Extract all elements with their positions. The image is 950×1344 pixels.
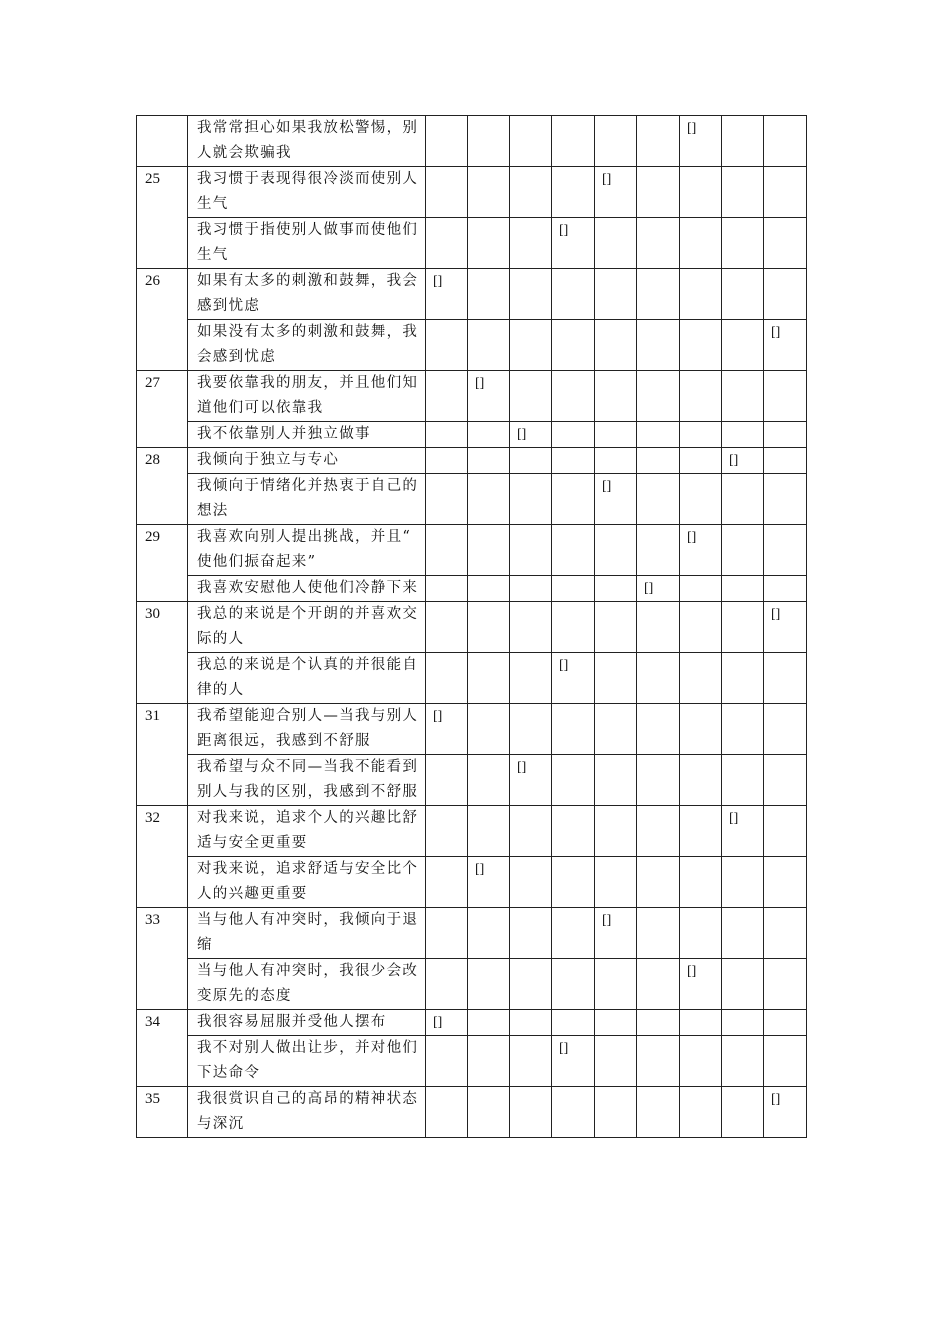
choice-cell-7[interactable] — [680, 371, 722, 422]
checkbox-mark[interactable]: [] — [517, 427, 527, 442]
table-row — [137, 525, 807, 576]
choice-cell-8[interactable] — [722, 576, 764, 602]
checkbox-mark[interactable]: [] — [475, 862, 485, 877]
choice-cell-9[interactable] — [764, 857, 807, 908]
choice-cell-5[interactable] — [595, 857, 637, 908]
checkbox-mark[interactable]: [] — [729, 811, 739, 826]
choice-cell-6[interactable] — [637, 755, 680, 806]
choice-cell-7[interactable] — [680, 167, 722, 218]
question-number: 33 — [137, 908, 188, 1010]
table-row — [137, 218, 807, 269]
choice-cell-2[interactable] — [468, 525, 510, 576]
choice-cell-6[interactable] — [637, 704, 680, 755]
choice-cell-3[interactable] — [510, 1036, 552, 1087]
choice-cell-9[interactable] — [764, 422, 807, 448]
choice-cell-5[interactable] — [595, 959, 637, 1010]
choice-cell-2[interactable] — [468, 448, 510, 474]
choice-cell-5[interactable] — [595, 1036, 637, 1087]
choice-cell-2[interactable] — [468, 653, 510, 704]
table-row — [137, 116, 807, 167]
choice-cell-9[interactable] — [764, 1010, 807, 1036]
table-row — [137, 167, 807, 218]
choice-cell-4[interactable] — [552, 269, 595, 320]
statement-text: 我总的来说是个开朗的并喜欢交际的人 — [188, 602, 426, 653]
choice-cell-1[interactable] — [426, 167, 468, 218]
question-number: 26 — [137, 269, 188, 371]
choice-cell-6[interactable] — [637, 422, 680, 448]
choice-cell-1[interactable] — [426, 959, 468, 1010]
table-row — [137, 959, 807, 1010]
choice-cell-7[interactable] — [680, 422, 722, 448]
choice-cell-2[interactable] — [468, 908, 510, 959]
choice-cell-8[interactable] — [722, 525, 764, 576]
choice-cell-9-marked[interactable] — [764, 602, 807, 653]
statement-text: 我习惯于指使别人做事而使他们生气 — [188, 218, 426, 269]
choice-cell-3[interactable] — [510, 704, 552, 755]
statement-text: 我倾向于情绪化并热衷于自己的想法 — [188, 474, 426, 525]
statement-text: 如果没有太多的刺激和鼓舞，我会感到忧虑 — [188, 320, 426, 371]
choice-cell-3-marked[interactable] — [510, 755, 552, 806]
choice-cell-2[interactable] — [468, 1010, 510, 1036]
choice-cell-5[interactable] — [595, 371, 637, 422]
choice-cell-3-marked[interactable] — [510, 422, 552, 448]
choice-cell-6[interactable] — [637, 474, 680, 525]
choice-cell-4[interactable] — [552, 576, 595, 602]
choice-cell-1[interactable] — [426, 576, 468, 602]
choice-cell-9[interactable] — [764, 167, 807, 218]
choice-cell-8[interactable] — [722, 857, 764, 908]
table-row — [137, 602, 807, 653]
choice-cell-1[interactable] — [426, 602, 468, 653]
choice-cell-1-marked[interactable] — [426, 704, 468, 755]
statement-text: 我很容易屈服并受他人摆布 — [188, 1010, 426, 1036]
choice-cell-5[interactable] — [595, 755, 637, 806]
table-row — [137, 857, 807, 908]
table-row — [137, 320, 807, 371]
checkbox-mark[interactable]: [] — [602, 913, 612, 928]
choice-cell-6[interactable] — [637, 959, 680, 1010]
choice-cell-7[interactable] — [680, 908, 722, 959]
choice-cell-7[interactable] — [680, 1010, 722, 1036]
choice-cell-4[interactable] — [552, 806, 595, 857]
choice-cell-9-marked[interactable] — [764, 1087, 807, 1138]
choice-cell-5[interactable] — [595, 653, 637, 704]
question-number: 31 — [137, 704, 188, 806]
choice-cell-7[interactable] — [680, 269, 722, 320]
question-number: 28 — [137, 448, 188, 525]
choice-cell-3[interactable] — [510, 908, 552, 959]
choice-cell-5[interactable] — [595, 269, 637, 320]
table-row — [137, 576, 807, 602]
choice-cell-8[interactable] — [722, 755, 764, 806]
choice-cell-1[interactable] — [426, 857, 468, 908]
choice-cell-4[interactable] — [552, 448, 595, 474]
choice-cell-1[interactable] — [426, 320, 468, 371]
choice-cell-9[interactable] — [764, 755, 807, 806]
choice-cell-3[interactable] — [510, 474, 552, 525]
choice-cell-2[interactable] — [468, 602, 510, 653]
choice-cell-4[interactable] — [552, 474, 595, 525]
choice-cell-6[interactable] — [637, 857, 680, 908]
choice-cell-8[interactable] — [722, 167, 764, 218]
choice-cell-2[interactable] — [468, 320, 510, 371]
choice-cell-2[interactable] — [468, 422, 510, 448]
choice-cell-5-marked[interactable] — [595, 167, 637, 218]
choice-cell-3[interactable] — [510, 1087, 552, 1138]
table-row — [137, 704, 807, 755]
questionnaire-table — [136, 115, 807, 1138]
choice-cell-2[interactable] — [468, 269, 510, 320]
question-number: 35 — [137, 1087, 188, 1138]
choice-cell-6[interactable] — [637, 167, 680, 218]
choice-cell-6[interactable] — [637, 1010, 680, 1036]
choice-cell-9-marked[interactable] — [764, 320, 807, 371]
choice-cell-1-marked[interactable] — [426, 269, 468, 320]
choice-cell-5[interactable] — [595, 525, 637, 576]
choice-cell-3[interactable] — [510, 857, 552, 908]
choice-cell-4[interactable] — [552, 371, 595, 422]
statement-text: 当与他人有冲突时，我很少会改变原先的态度 — [188, 959, 426, 1010]
choice-cell-9[interactable] — [764, 576, 807, 602]
choice-cell-2[interactable] — [468, 116, 510, 167]
choice-cell-1[interactable] — [426, 1087, 468, 1138]
choice-cell-3[interactable] — [510, 602, 552, 653]
checkbox-mark[interactable]: [] — [771, 607, 781, 622]
choice-cell-3[interactable] — [510, 525, 552, 576]
choice-cell-4[interactable] — [552, 755, 595, 806]
checkbox-mark[interactable]: [] — [771, 1092, 781, 1107]
choice-cell-5[interactable] — [595, 422, 637, 448]
choice-cell-5[interactable] — [595, 806, 637, 857]
choice-cell-8[interactable] — [722, 422, 764, 448]
choice-cell-9[interactable] — [764, 448, 807, 474]
choice-cell-5-marked[interactable] — [595, 908, 637, 959]
choice-cell-7[interactable] — [680, 576, 722, 602]
choice-cell-2[interactable] — [468, 704, 510, 755]
table-row — [137, 755, 807, 806]
statement-text: 我喜欢向别人提出挑战，并且“ 使他们振奋起来” — [188, 525, 426, 576]
choice-cell-2-marked[interactable] — [468, 857, 510, 908]
choice-cell-9[interactable] — [764, 704, 807, 755]
statement-text: 我喜欢安慰他人使他们冷静下来 — [188, 576, 426, 602]
choice-cell-4[interactable] — [552, 1010, 595, 1036]
choice-cell-6[interactable] — [637, 269, 680, 320]
choice-cell-4[interactable] — [552, 1087, 595, 1138]
checkbox-mark[interactable]: [] — [433, 709, 443, 724]
choice-cell-3[interactable] — [510, 959, 552, 1010]
checkbox-mark[interactable]: [] — [433, 1015, 443, 1030]
choice-cell-3[interactable] — [510, 116, 552, 167]
choice-cell-3[interactable] — [510, 269, 552, 320]
question-number: 27 — [137, 371, 188, 448]
statement-text: 我常常担心如果我放松警惕，别人就会欺骗我 — [188, 116, 426, 167]
choice-cell-1[interactable] — [426, 474, 468, 525]
choice-cell-5[interactable] — [595, 576, 637, 602]
choice-cell-6[interactable] — [637, 908, 680, 959]
choice-cell-5[interactable] — [595, 448, 637, 474]
statement-text: 如果有太多的刺激和鼓舞，我会感到忧虑 — [188, 269, 426, 320]
choice-cell-5[interactable] — [595, 1010, 637, 1036]
statement-text: 当与他人有冲突时，我倾向于退缩 — [188, 908, 426, 959]
question-number — [137, 116, 188, 167]
choice-cell-5[interactable] — [595, 704, 637, 755]
choice-cell-1[interactable] — [426, 653, 468, 704]
choice-cell-7[interactable] — [680, 857, 722, 908]
checkbox-mark[interactable]: [] — [475, 376, 485, 391]
choice-cell-3[interactable] — [510, 167, 552, 218]
choice-cell-2[interactable] — [468, 167, 510, 218]
choice-cell-1[interactable] — [426, 755, 468, 806]
choice-cell-8-marked[interactable] — [722, 448, 764, 474]
choice-cell-4[interactable] — [552, 908, 595, 959]
choice-cell-8-marked[interactable] — [722, 806, 764, 857]
table-row — [137, 371, 807, 422]
choice-cell-7[interactable] — [680, 653, 722, 704]
choice-cell-4-marked[interactable] — [552, 653, 595, 704]
question-number: 25 — [137, 167, 188, 269]
choice-cell-6[interactable] — [637, 371, 680, 422]
choice-cell-9[interactable] — [764, 908, 807, 959]
choice-cell-8[interactable] — [722, 320, 764, 371]
choice-cell-5[interactable] — [595, 320, 637, 371]
choice-cell-6[interactable] — [637, 806, 680, 857]
choice-cell-5[interactable] — [595, 116, 637, 167]
statement-text: 我希望与众不同—当我不能看到别人与我的区别，我感到不舒服 — [188, 755, 426, 806]
choice-cell-8[interactable] — [722, 1010, 764, 1036]
choice-cell-1[interactable] — [426, 1036, 468, 1087]
table-row — [137, 448, 807, 474]
choice-cell-6[interactable] — [637, 602, 680, 653]
checkbox-mark[interactable]: [] — [517, 760, 527, 775]
question-number: 29 — [137, 525, 188, 602]
choice-cell-8[interactable] — [722, 602, 764, 653]
checkbox-mark[interactable]: [] — [559, 658, 569, 673]
choice-cell-7-marked[interactable] — [680, 525, 722, 576]
question-number: 30 — [137, 602, 188, 704]
choice-cell-3[interactable] — [510, 1010, 552, 1036]
checkbox-mark[interactable]: [] — [687, 121, 697, 136]
choice-cell-8[interactable] — [722, 474, 764, 525]
choice-cell-8[interactable] — [722, 653, 764, 704]
choice-cell-6[interactable] — [637, 218, 680, 269]
checkbox-mark[interactable]: [] — [602, 479, 612, 494]
table-row — [137, 474, 807, 525]
choice-cell-6[interactable] — [637, 1087, 680, 1138]
checkbox-mark[interactable]: [] — [433, 274, 443, 289]
choice-cell-7[interactable] — [680, 602, 722, 653]
statement-text: 我不依靠别人并独立做事 — [188, 422, 426, 448]
checkbox-mark[interactable]: [] — [729, 453, 739, 468]
choice-cell-8[interactable] — [722, 959, 764, 1010]
choice-cell-8[interactable] — [722, 116, 764, 167]
choice-cell-4[interactable] — [552, 167, 595, 218]
choice-cell-4[interactable] — [552, 602, 595, 653]
choice-cell-1[interactable] — [426, 806, 468, 857]
choice-cell-6[interactable] — [637, 320, 680, 371]
table-row — [137, 1087, 807, 1138]
statement-text: 我习惯于表现得很冷淡而使别人生气 — [188, 167, 426, 218]
checkbox-mark[interactable]: [] — [559, 223, 569, 238]
choice-cell-6[interactable] — [637, 653, 680, 704]
choice-cell-8[interactable] — [722, 1036, 764, 1087]
choice-cell-8[interactable] — [722, 269, 764, 320]
table-row — [137, 1036, 807, 1087]
choice-cell-5[interactable] — [595, 602, 637, 653]
statement-text: 我不对别人做出让步，并对他们下达命令 — [188, 1036, 426, 1087]
choice-cell-3[interactable] — [510, 218, 552, 269]
table-row — [137, 653, 807, 704]
question-number: 34 — [137, 1010, 188, 1087]
statement-text: 我很赏识自己的高昂的精神状态与深沉 — [188, 1087, 426, 1138]
table-row — [137, 1010, 807, 1036]
choice-cell-5[interactable] — [595, 1087, 637, 1138]
choice-cell-4-marked[interactable] — [552, 218, 595, 269]
choice-cell-7[interactable] — [680, 1087, 722, 1138]
choice-cell-2[interactable] — [468, 1036, 510, 1087]
statement-text: 对我来说，追求个人的兴趣比舒适与安全更重要 — [188, 806, 426, 857]
choice-cell-8[interactable] — [722, 371, 764, 422]
choice-cell-4[interactable] — [552, 116, 595, 167]
checkbox-mark[interactable]: [] — [644, 581, 654, 596]
choice-cell-2[interactable] — [468, 474, 510, 525]
choice-cell-9[interactable] — [764, 371, 807, 422]
choice-cell-1-marked[interactable] — [426, 1010, 468, 1036]
choice-cell-6[interactable] — [637, 1036, 680, 1087]
choice-cell-4[interactable] — [552, 525, 595, 576]
choice-cell-1[interactable] — [426, 371, 468, 422]
choice-cell-2[interactable] — [468, 1087, 510, 1138]
choice-cell-5[interactable] — [595, 218, 637, 269]
choice-cell-3[interactable] — [510, 806, 552, 857]
choice-cell-7[interactable] — [680, 474, 722, 525]
choice-cell-2[interactable] — [468, 959, 510, 1010]
questionnaire-body — [137, 116, 807, 1138]
choice-cell-8[interactable] — [722, 908, 764, 959]
choice-cell-4[interactable] — [552, 704, 595, 755]
choice-cell-7[interactable] — [680, 755, 722, 806]
checkbox-mark[interactable]: [] — [687, 964, 697, 979]
choice-cell-9[interactable] — [764, 806, 807, 857]
choice-cell-9[interactable] — [764, 525, 807, 576]
choice-cell-1[interactable] — [426, 116, 468, 167]
choice-cell-4[interactable] — [552, 857, 595, 908]
choice-cell-6[interactable] — [637, 448, 680, 474]
choice-cell-9[interactable] — [764, 1036, 807, 1087]
table-row — [137, 806, 807, 857]
choice-cell-2-marked[interactable] — [468, 371, 510, 422]
choice-cell-7-marked[interactable] — [680, 959, 722, 1010]
choice-cell-8[interactable] — [722, 704, 764, 755]
statement-text: 我希望能迎合别人—当我与别人距离很远，我感到不舒服 — [188, 704, 426, 755]
choice-cell-2[interactable] — [468, 806, 510, 857]
checkbox-mark[interactable]: [] — [687, 530, 697, 545]
choice-cell-7-marked[interactable] — [680, 116, 722, 167]
choice-cell-5-marked[interactable] — [595, 474, 637, 525]
choice-cell-4[interactable] — [552, 959, 595, 1010]
choice-cell-4[interactable] — [552, 422, 595, 448]
question-number: 32 — [137, 806, 188, 908]
choice-cell-3[interactable] — [510, 653, 552, 704]
table-row — [137, 908, 807, 959]
choice-cell-9[interactable] — [764, 653, 807, 704]
choice-cell-7[interactable] — [680, 448, 722, 474]
choice-cell-9[interactable] — [764, 474, 807, 525]
choice-cell-9[interactable] — [764, 269, 807, 320]
choice-cell-1[interactable] — [426, 908, 468, 959]
choice-cell-1[interactable] — [426, 218, 468, 269]
choice-cell-3[interactable] — [510, 371, 552, 422]
choice-cell-7[interactable] — [680, 1036, 722, 1087]
statement-text: 我倾向于独立与专心 — [188, 448, 426, 474]
statement-text: 我总的来说是个认真的并很能自律的人 — [188, 653, 426, 704]
choice-cell-6-marked[interactable] — [637, 576, 680, 602]
choice-cell-3[interactable] — [510, 576, 552, 602]
choice-cell-9[interactable] — [764, 116, 807, 167]
choice-cell-3[interactable] — [510, 448, 552, 474]
choice-cell-2[interactable] — [468, 576, 510, 602]
table-row — [137, 269, 807, 320]
statement-text: 对我来说，追求舒适与安全比个人的兴趣更重要 — [188, 857, 426, 908]
statement-text: 我要依靠我的朋友，并且他们知道他们可以依靠我 — [188, 371, 426, 422]
choice-cell-7[interactable] — [680, 320, 722, 371]
table-row — [137, 422, 807, 448]
choice-cell-7[interactable] — [680, 704, 722, 755]
choice-cell-2[interactable] — [468, 755, 510, 806]
choice-cell-6[interactable] — [637, 525, 680, 576]
choice-cell-8[interactable] — [722, 218, 764, 269]
choice-cell-9[interactable] — [764, 218, 807, 269]
checkbox-mark[interactable]: [] — [771, 325, 781, 340]
choice-cell-1[interactable] — [426, 422, 468, 448]
choice-cell-4[interactable] — [552, 320, 595, 371]
choice-cell-1[interactable] — [426, 448, 468, 474]
checkbox-mark[interactable]: [] — [559, 1041, 569, 1056]
choice-cell-8[interactable] — [722, 1087, 764, 1138]
choice-cell-2[interactable] — [468, 218, 510, 269]
choice-cell-1[interactable] — [426, 525, 468, 576]
choice-cell-9[interactable] — [764, 959, 807, 1010]
choice-cell-7[interactable] — [680, 806, 722, 857]
choice-cell-6[interactable] — [637, 116, 680, 167]
choice-cell-4-marked[interactable] — [552, 1036, 595, 1087]
checkbox-mark[interactable]: [] — [602, 172, 612, 187]
choice-cell-3[interactable] — [510, 320, 552, 371]
choice-cell-7[interactable] — [680, 218, 722, 269]
